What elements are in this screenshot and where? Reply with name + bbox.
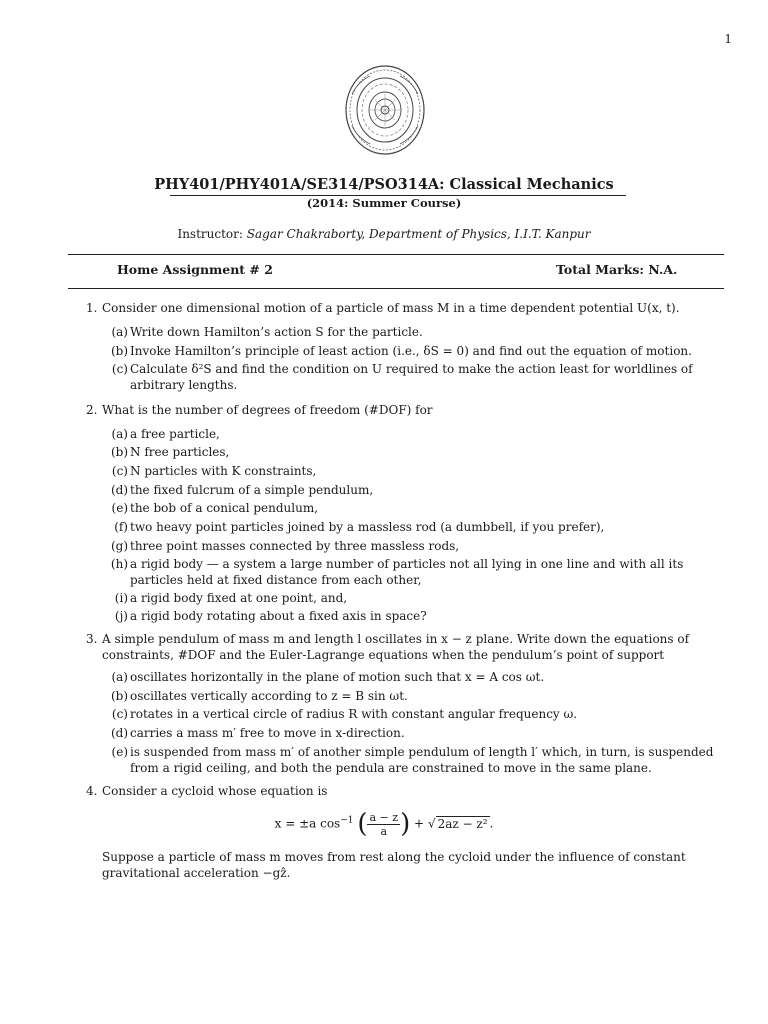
part-label: (b) <box>110 445 128 459</box>
sqrt-radicand: 2az − z² <box>437 816 488 831</box>
part-text: the bob of a conical pendulum, <box>130 501 319 515</box>
cycloid-equation <box>0 809 768 839</box>
part-label: (e) <box>111 501 128 515</box>
assignment-title: Home Assignment # 2 <box>117 262 273 277</box>
part-text: a rigid body fixed at one point, and, <box>130 591 348 605</box>
equation-end: . <box>489 816 494 831</box>
part-text: carries a mass m′ free to move in x-direction. <box>130 726 405 740</box>
part-text: N free particles, <box>130 445 230 459</box>
part-text: Write down Hamilton’s action S for the particle. <box>130 325 423 339</box>
right-paren: ) <box>400 809 411 839</box>
divider-bottom <box>68 288 724 289</box>
part-label: (h) <box>110 557 128 571</box>
instructor-label: Instructor: <box>177 227 243 241</box>
course-title: PHY401/PHY401A/SE314/PSO314A: Classical Mechanics <box>154 176 614 193</box>
part-label: (e) <box>111 745 128 759</box>
question-4-followup: Suppose a particle of mass m moves from rest along the cycloid under the influence of constant gravitational acceleration −gẑ. <box>102 850 686 880</box>
part-text: Invoke Hamilton’s principle of least action (i.e., δS = 0) and find out the equation of motion. <box>130 344 692 358</box>
instructor-name: Sagar Chakraborty, Department of Physics, I.I.T. Kanpur <box>246 227 591 241</box>
part-label: (c) <box>111 464 128 478</box>
part-text: rotates in a vertical circle of radius R with constant angular frequency ω. <box>130 707 578 721</box>
part-text: a rigid body — a system a large number of particles not all lying in one line and with all its particles held at fixed distance from each other, <box>130 557 684 587</box>
page-number: 1 <box>724 32 732 46</box>
part-label: (f) <box>114 520 128 534</box>
part-label: (a) <box>111 427 128 441</box>
instructor-line <box>0 227 768 241</box>
question-text: Consider one dimensional motion of a particle of mass M in a time dependent potential U(x, t). <box>102 301 680 315</box>
part-label: (d) <box>110 726 128 740</box>
question-number: 3. <box>86 632 98 646</box>
part-label: (b) <box>110 689 128 703</box>
question-text: What is the number of degrees of freedom (#DOF) for <box>102 403 433 417</box>
part-label: (a) <box>111 670 128 684</box>
total-marks: Total Marks: N.A. <box>556 262 678 277</box>
part-label: (j) <box>114 609 128 623</box>
question-number: 1. <box>86 301 98 315</box>
left-paren: ( <box>357 809 368 839</box>
part-label: (c) <box>111 707 128 721</box>
sqrt-sign: √ <box>427 816 436 831</box>
question-number: 2. <box>86 403 98 417</box>
part-text: Calculate δ²S and find the condition on U required to make the action least for worldlines of arbitrary lengths. <box>130 362 693 392</box>
divider-top <box>68 254 724 255</box>
part-label: (i) <box>114 591 128 605</box>
part-text: oscillates vertically according to z = B sin ωt. <box>130 689 408 703</box>
fraction-numerator: a − z <box>369 810 399 824</box>
part-text: a free particle, <box>130 427 220 441</box>
institute-seal-logo <box>344 64 426 156</box>
question-number: 4. <box>86 784 98 798</box>
equation-plus: + <box>414 816 425 831</box>
part-label: (b) <box>110 344 128 358</box>
question-text: Consider a cycloid whose equation is <box>102 784 328 798</box>
fraction <box>367 811 400 838</box>
part-label: (g) <box>110 539 128 553</box>
question-text: A simple pendulum of mass m and length l oscillates in x − z plane. Write down the equations of constraints, #DOF and the Euler-Lagrange equations when the pendulum’s point of support <box>102 632 690 662</box>
part-text: oscillates horizontally in the plane of motion such that x = A cos ωt. <box>130 670 545 684</box>
part-text: N particles with K constraints, <box>130 464 317 478</box>
part-label: (a) <box>111 325 128 339</box>
part-label: (c) <box>111 362 128 376</box>
part-label: (d) <box>110 483 128 497</box>
equation-lhs: x = ±a cos <box>274 816 341 831</box>
equation-inverse: −1 <box>340 815 354 826</box>
part-text: two heavy point particles joined by a massless rod (a dumbbell, if you prefer), <box>130 520 605 534</box>
fraction-denominator: a <box>380 824 388 838</box>
part-text: the fixed fulcrum of a simple pendulum, <box>130 483 374 497</box>
course-subtitle: (2014: Summer Course) <box>306 196 462 210</box>
part-text: a rigid body rotating about a fixed axis in space? <box>130 609 427 623</box>
part-text: three point masses connected by three massless rods, <box>130 539 460 553</box>
part-text: is suspended from mass m′ of another simple pendulum of length l′ which, in turn, is suspended from a rigid ceiling, and both the pendula are constrained to move in the same plane. <box>130 745 714 775</box>
